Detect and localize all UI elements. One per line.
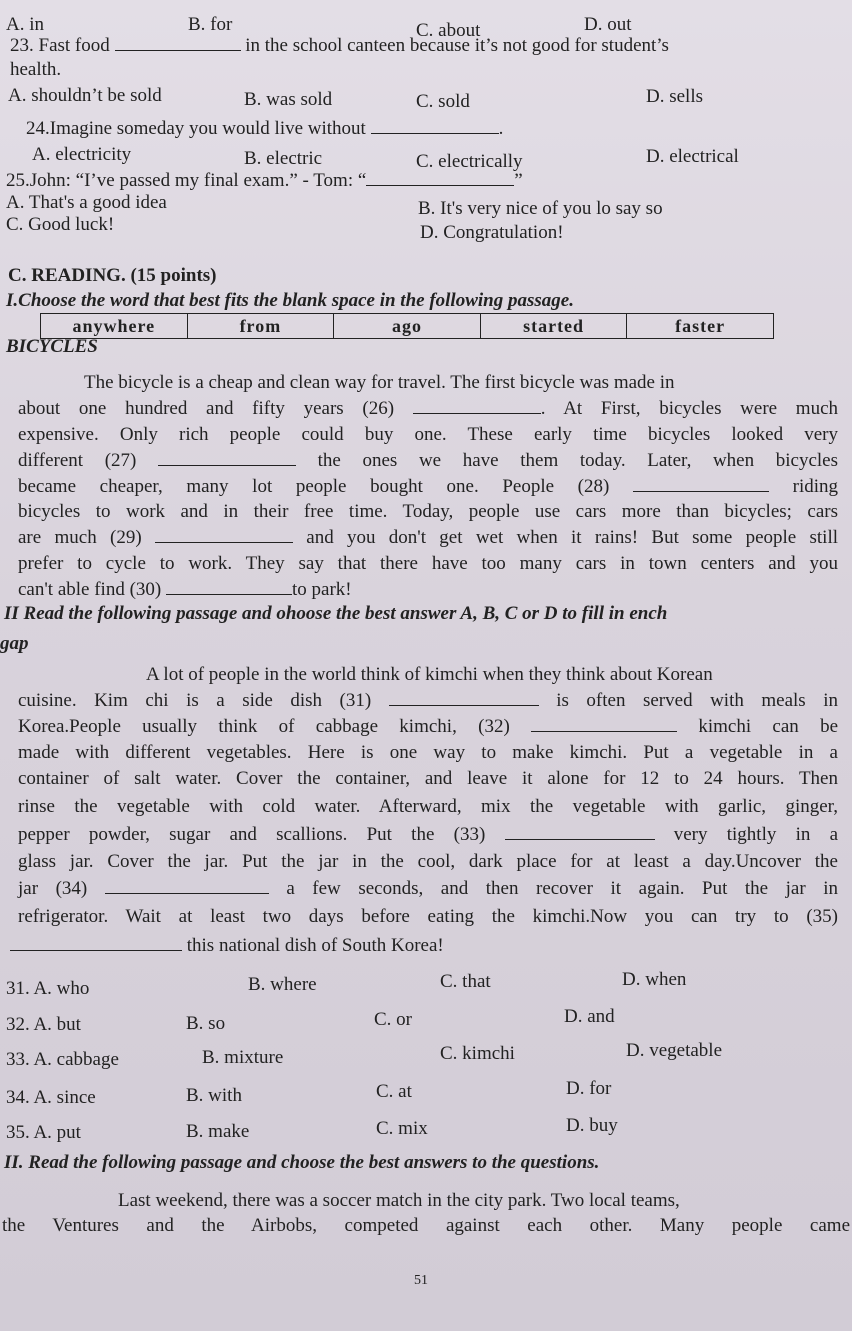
blank-26[interactable] bbox=[413, 413, 541, 414]
q24-blank[interactable] bbox=[371, 133, 499, 134]
p2-line: container of salt water. Cover the container, and leave it alone for 12 to 24 hours. Then bbox=[18, 768, 838, 789]
q34-option-b: B. with bbox=[186, 1085, 242, 1106]
q35-option-d: D. buy bbox=[566, 1115, 618, 1136]
q22-option-d: D. out bbox=[584, 14, 632, 35]
q25-option-a: A. That's a good idea bbox=[6, 192, 167, 213]
word-bank-item: started bbox=[481, 314, 628, 338]
q22-option-a: A. in bbox=[6, 14, 44, 35]
q25-option-d: D. Congratulation! bbox=[420, 222, 564, 243]
q33-option-d: D. vegetable bbox=[626, 1040, 723, 1061]
q25-option-c: C. Good luck! bbox=[6, 214, 115, 235]
p2-line: jar (34) a few seconds, and then recover it again. Put the jar in bbox=[18, 878, 839, 899]
part2-instruction: II Read the following passage and ohoose the best answer A, B, C or D to fill in ench bbox=[4, 603, 668, 624]
q24-option-a: A. electricity bbox=[32, 144, 132, 165]
q31-option-b: B. where bbox=[248, 974, 317, 995]
part3-instruction: II. Read the following passage and choose the best answers to the questions. bbox=[4, 1152, 600, 1173]
p1-line: different (27) the ones we have them today. Later, when bicycles bbox=[18, 450, 838, 471]
p1-line: about one hundred and fifty years (26) . At First, bicycles were much bbox=[18, 398, 839, 419]
q23-stem: 23. Fast food in the school canteen because it’s not good for student’s bbox=[10, 35, 669, 56]
q32-option-b: B. so bbox=[186, 1013, 226, 1034]
q33-option-a: 33. A. cabbage bbox=[6, 1049, 119, 1070]
q34-option-c: C. at bbox=[376, 1081, 412, 1102]
p2-line: pepper powder, sugar and scallions. Put the (33) very tightly in a bbox=[18, 824, 839, 845]
blank-33[interactable] bbox=[505, 839, 655, 840]
blank-29[interactable] bbox=[155, 542, 293, 543]
q32-option-c: C. or bbox=[374, 1009, 412, 1030]
word-bank-item: from bbox=[188, 314, 335, 338]
blank-32[interactable] bbox=[531, 731, 677, 732]
q23-stem-line2: health. bbox=[10, 59, 62, 80]
q23-option-d: D. sells bbox=[646, 86, 703, 107]
p2-line: rinse the vegetable with cold water. Afterward, mix the vegetable with garlic, ginger, bbox=[18, 796, 838, 817]
p2-line: Korea.People usually think of cabbage kimchi, (32) kimchi can be bbox=[18, 716, 839, 737]
q24-option-c: C. electrically bbox=[416, 151, 523, 172]
p1-line: can't able find (30) to park! bbox=[18, 579, 352, 600]
blank-28[interactable] bbox=[633, 491, 769, 492]
word-bank bbox=[40, 313, 774, 339]
p1-line: became cheaper, many lot people bought one. People (28) riding bbox=[18, 476, 839, 497]
q34-option-a: 34. A. since bbox=[6, 1087, 96, 1108]
q22-option-b: B. for bbox=[188, 14, 233, 35]
q33-option-b: B. mixture bbox=[202, 1047, 284, 1068]
q23-option-c: C. sold bbox=[416, 91, 470, 112]
blank-31[interactable] bbox=[389, 705, 539, 706]
part1-instruction: I.Choose the word that best fits the blank space in the following passage. bbox=[6, 290, 574, 311]
q23-option-a: A. shouldn’t be sold bbox=[8, 85, 162, 106]
word-bank-item: faster bbox=[675, 316, 726, 336]
q24-option-b: B. electric bbox=[244, 148, 323, 169]
p1-line: prefer to cycle to work. They say that there have too many cars in town centers and you bbox=[18, 553, 838, 574]
q35-option-a: 35. A. put bbox=[6, 1122, 81, 1143]
q31-option-c: C. that bbox=[440, 971, 491, 992]
p1-line: are much (29) and you don't get wet when it rains! But some people still bbox=[18, 527, 839, 548]
q33-option-c: C. kimchi bbox=[440, 1043, 515, 1064]
q25-stem: 25.John: “I’ve passed my final exam.” - Tom: “ ” bbox=[6, 170, 523, 191]
q22-option-c: C. about bbox=[416, 20, 481, 41]
q25-blank[interactable] bbox=[366, 185, 514, 186]
q24-option-d: D. electrical bbox=[646, 146, 739, 167]
p1-line: expensive. Only rich people could buy one. These early time bicycles looked very bbox=[18, 424, 838, 445]
q25-option-b: B. It's very nice of you lo say so bbox=[418, 198, 663, 219]
blank-34[interactable] bbox=[105, 893, 269, 894]
word-bank-item: ago bbox=[334, 314, 481, 338]
p2-line: refrigerator. Wait at least two days before eating the kimchi.Now you can try to (35) bbox=[18, 906, 838, 927]
blank-30[interactable] bbox=[166, 594, 292, 595]
q32-option-d: D. and bbox=[564, 1006, 615, 1027]
p1-line: bicycles to work and in their free time. Today, people use cars more than bicycles; cars bbox=[18, 501, 838, 522]
q31-option-d: D. when bbox=[622, 969, 687, 990]
q23-option-b: B. was sold bbox=[244, 89, 333, 110]
q34-option-d: D. for bbox=[566, 1078, 612, 1099]
p2-line: A lot of people in the world think of kimchi when they think about Korean bbox=[146, 664, 713, 685]
p2-line: cuisine. Kim chi is a side dish (31) is often served with meals in bbox=[18, 690, 838, 711]
p3-line: Last weekend, there was a soccer match in the city park. Two local teams, bbox=[118, 1190, 680, 1211]
p2-line: glass jar. Cover the jar. Put the jar in the cool, dark place for at least a day.Uncover the bbox=[18, 851, 838, 872]
p2-line: this national dish of South Korea! bbox=[10, 935, 444, 957]
p1-line: The bicycle is a cheap and clean way for travel. The first bicycle was made in bbox=[84, 372, 675, 393]
q32-option-a: 32. A. but bbox=[6, 1014, 81, 1035]
p2-line: made with different vegetables. Here is one way to make kimchi. Put a vegetable in a bbox=[18, 742, 838, 763]
blank-35[interactable] bbox=[10, 950, 182, 951]
q23-blank[interactable] bbox=[115, 50, 241, 51]
p3-line: the Ventures and the Airbobs, competed against each other. Many people came bbox=[2, 1215, 850, 1236]
passage-title: BICYCLES bbox=[6, 336, 98, 357]
q24-stem: 24.Imagine someday you would live without . bbox=[26, 118, 504, 139]
reading-heading: C. READING. (15 points) bbox=[8, 265, 217, 286]
q31-option-a: 31. A. who bbox=[6, 978, 90, 999]
q35-option-c: C. mix bbox=[376, 1118, 428, 1139]
word-bank-item: anywhere bbox=[41, 314, 188, 338]
blank-27[interactable] bbox=[158, 465, 296, 466]
part2-instruction-2: gap bbox=[0, 633, 29, 654]
q35-option-b: B. make bbox=[186, 1121, 250, 1142]
page-number: 51 bbox=[414, 1273, 428, 1288]
